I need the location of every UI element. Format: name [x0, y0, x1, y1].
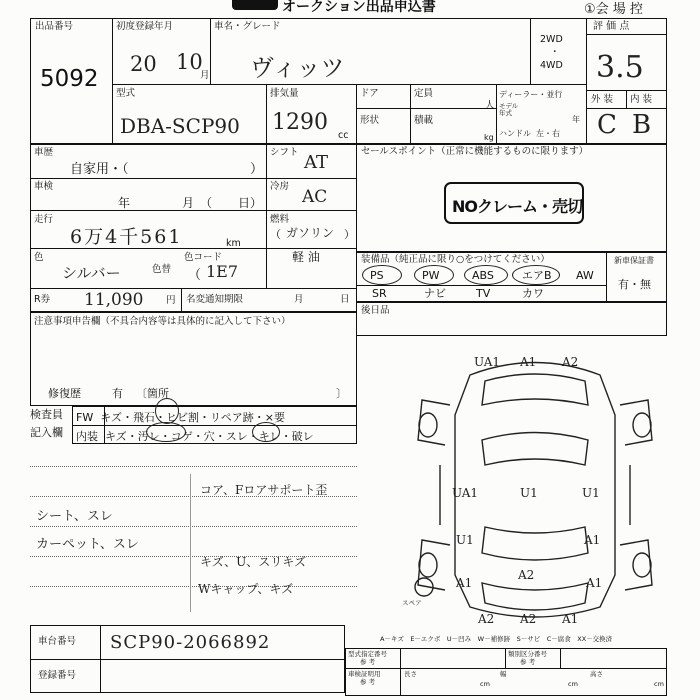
dealer-model-year: モデル 年式	[499, 102, 519, 117]
cert-sub: 参 考	[360, 678, 376, 686]
displacement-value: 1290	[272, 110, 328, 135]
mileage-label: 走行	[34, 214, 54, 225]
ins-interior: 内装	[76, 430, 98, 443]
selling-point-title: セールスポイント	[361, 146, 437, 157]
repair-close: 〕	[336, 387, 347, 400]
fuel-gasoline: ガソリン	[286, 226, 335, 240]
ins-scratch: キズ	[100, 411, 122, 424]
mark-center-u1: U1	[520, 486, 538, 500]
cert-width-cm: cm	[568, 680, 578, 688]
car-name-label: 車名・グレード	[214, 21, 281, 32]
registration-label: 登録番号	[38, 670, 77, 681]
evaluation-label: 評 価 点	[593, 21, 630, 32]
circle-chip	[155, 398, 179, 424]
mark-top-ua1: UA1	[474, 355, 501, 369]
usage-label: 車歴	[34, 147, 54, 158]
header-logo	[232, 0, 278, 10]
dealer-year-unit: 年	[572, 115, 580, 124]
handle-label: ハンドル	[499, 129, 531, 138]
lot-number: 5092	[40, 66, 99, 92]
selling-point-note: （正常に機能するものに限ります）	[436, 146, 589, 157]
model-value: DBA-SCP90	[120, 114, 240, 138]
model-label: 型式	[116, 88, 136, 99]
ins-cut: キレ	[258, 430, 281, 443]
repair-label: 修復歴	[48, 387, 81, 400]
color-label: 色	[34, 252, 44, 263]
fuel-label: 燃料	[270, 214, 290, 225]
note-wheel-cap: Wキャップ、キズ	[198, 582, 294, 596]
no-claim-stamp-text: NOクレーム・売切	[452, 197, 582, 216]
mark-trunk-a2: A2	[518, 568, 535, 582]
inspection-month: 月	[182, 196, 195, 210]
capacity-label: 定員	[414, 88, 434, 99]
eq-sr: SR	[372, 287, 387, 300]
inspection-label: 車検	[34, 181, 54, 192]
mark-rear-left-a1: A1	[456, 576, 473, 590]
ins-sep-8: ・	[214, 430, 226, 443]
ins-crack: ヒビ割	[166, 411, 199, 424]
exterior-label: 外 装	[591, 94, 614, 105]
ins-sep-2: ・	[155, 411, 166, 424]
header-title: オークション出品申込書	[282, 0, 436, 15]
name-change-label: 名変通知期限	[186, 294, 244, 305]
warranty-label: 新車保証書	[614, 256, 654, 265]
chassis-label: 車台番号	[38, 636, 77, 647]
mark-bumper-a1: A1	[562, 612, 579, 626]
eq-leather: カワ	[522, 287, 544, 300]
ins-sep-6: ・	[159, 430, 171, 443]
cert-length: 長さ	[404, 670, 417, 678]
cert-width: 幅	[500, 670, 507, 678]
notes-title: 注意事項申告欄	[34, 316, 101, 327]
ins-int-scratch: キズ	[105, 430, 127, 443]
mark-bumper-a2-2: A2	[520, 612, 537, 626]
usage-value: 自家用・（	[70, 162, 129, 177]
name-change-month: 月	[294, 294, 304, 305]
notes-label	[34, 316, 291, 327]
interior-grade: B	[632, 110, 652, 140]
color-code-label: 色コード	[184, 252, 223, 263]
circle-ps	[362, 265, 402, 285]
equipment-note: （純正品に限り○をつけてください）	[389, 254, 550, 265]
eq-tv: TV	[476, 287, 491, 300]
drive-4wd: 4WD	[540, 60, 563, 71]
ins-need: ×要	[264, 411, 285, 424]
shift-label: シフト	[270, 147, 299, 158]
note-core-support: コア、Fロアサポート歪	[200, 483, 328, 497]
handle-lr: 左・右	[536, 129, 560, 138]
equipment-title: 装備品	[361, 254, 390, 265]
circle-airbag	[512, 265, 560, 285]
mark-left-u1: U1	[456, 533, 474, 547]
car-name-value: ヴィッツ	[250, 54, 345, 82]
displacement-label: 排気量	[270, 88, 299, 99]
ac-label: 冷房	[270, 181, 290, 192]
note-carpet: カーペット、スレ	[36, 537, 139, 552]
fuel-open: （	[270, 228, 281, 241]
ins-sep-10: ・	[280, 430, 292, 443]
mark-right-u1: U1	[582, 486, 600, 500]
inspection-year: 年	[118, 196, 131, 210]
r-ticket-unit: 円	[166, 295, 176, 306]
eq-navi: ナビ	[424, 287, 446, 300]
displacement-unit: cc	[338, 130, 349, 141]
chassis-value: SCP90-2066892	[110, 632, 271, 653]
circle-pw	[414, 265, 454, 285]
color-value: シルバー	[62, 264, 121, 282]
first-reg-month: 10	[176, 50, 203, 74]
type-spec-label: 型式指定番号	[348, 650, 387, 658]
cert-length-cm: cm	[480, 680, 490, 688]
ins-chip: 飛石	[133, 411, 155, 424]
fuel-close: ）	[344, 228, 355, 241]
color-code-open: （	[188, 268, 202, 283]
name-change-day: 日	[340, 294, 350, 305]
ins-stain: 汚レ	[137, 430, 160, 443]
ins-sep-9: ・	[247, 430, 259, 443]
eq-aw: AW	[576, 269, 594, 282]
ins-sep-7: ・	[192, 430, 204, 443]
type-spec-sub: 参 考	[360, 658, 376, 666]
fuel-diesel: 軽 油	[292, 250, 320, 264]
ins-sep-3: ・	[199, 411, 210, 424]
eq-abs: ABS	[472, 269, 494, 282]
lot-label: 出品番号	[35, 21, 74, 32]
venue-copy-label: ①会 場 控	[584, 2, 643, 17]
load-label: 積載	[414, 115, 434, 126]
ins-sep-4: ・	[253, 411, 265, 424]
mileage-unit: km	[226, 238, 241, 249]
drive-2wd: 2WD	[540, 34, 563, 45]
first-reg-year: 20	[130, 52, 157, 76]
drive-dot: ・	[550, 47, 560, 58]
eq-airbag: エアB	[522, 269, 552, 282]
r-ticket-value: 11,090	[84, 290, 144, 310]
circle-abs	[464, 265, 508, 285]
ins-repair: リペア跡	[210, 411, 254, 424]
mark-rear-right-a1: A1	[586, 576, 603, 590]
circle-stain	[146, 422, 186, 442]
no-claim-stamp	[444, 182, 584, 224]
cert-height: 高さ	[590, 670, 603, 678]
cert-label: 車検証明用	[348, 670, 381, 678]
repair-open: 〔箇所	[136, 387, 169, 400]
mileage-value: 6万4千561	[70, 226, 183, 248]
first-reg-label: 初度登録年月	[116, 21, 174, 32]
ac-value: AC	[302, 187, 328, 207]
ins-tear: 破レ	[291, 430, 314, 443]
after-date-block	[356, 302, 667, 336]
note-seat: シート、スレ	[36, 509, 113, 524]
mark-top-a2: A2	[562, 355, 579, 369]
ins-hole: 穴	[203, 430, 215, 443]
ins-sep-1: ・	[122, 411, 133, 424]
ins-wear: スレ	[225, 430, 248, 443]
evaluation-score: 3.5	[596, 50, 644, 85]
first-reg-month-unit: 月	[200, 70, 210, 81]
class-spec-sub: 参 考	[520, 658, 536, 666]
door-label: ドア	[360, 88, 379, 99]
mark-bumper-a2-1: A2	[478, 612, 495, 626]
mark-left-ua1: UA1	[452, 486, 479, 500]
shift-value: AT	[304, 152, 329, 173]
warranty-value: 有・無	[618, 278, 651, 291]
capacity-unit: 人	[485, 100, 495, 111]
eq-ps: PS	[370, 269, 384, 282]
after-date-label: 後日品	[361, 305, 390, 316]
class-spec-label: 類別区分番号	[508, 650, 547, 658]
color-change-label: 色替	[152, 264, 172, 275]
load-unit: kg	[484, 133, 494, 142]
spare-label: スペア	[402, 599, 422, 607]
equipment-label	[361, 254, 550, 265]
circle-wear	[252, 422, 280, 442]
note-scratch-dent: キズ、U、スリキズ	[200, 555, 306, 569]
inspector-row-1	[76, 409, 285, 425]
inspector-label-2: 記入欄	[30, 426, 63, 439]
mark-right-a1: A1	[584, 533, 601, 547]
dealer-label: ディーラー・並行	[499, 90, 563, 99]
ins-burn: コゲ	[170, 430, 193, 443]
repair-value: 有	[112, 387, 123, 400]
r-ticket-label: R券	[34, 294, 51, 305]
mark-top-a1: A1	[520, 355, 537, 369]
damage-legend: A－キズ E－エクボ U－凹み W－補修跡 S－サビ C－腐食 XX－交換済	[380, 635, 613, 643]
color-code-value: 1E7	[206, 262, 239, 281]
inspector-label-1: 検査員	[30, 408, 63, 421]
shape-label: 形状	[360, 115, 380, 126]
ins-fw: FW	[76, 411, 94, 424]
exterior-grade: C	[597, 110, 617, 140]
interior-label: 内 装	[630, 94, 653, 105]
inspection-day-open: （	[200, 196, 213, 210]
selling-point-label	[361, 146, 588, 157]
notes-note: （不具合内容等は具体的に記入して下さい）	[100, 316, 291, 327]
cert-height-cm: cm	[654, 680, 664, 688]
eq-pw: PW	[422, 269, 440, 282]
usage-close: ）	[250, 162, 264, 177]
inspection-day: 日）	[238, 196, 263, 210]
ins-sep-5: ・	[126, 430, 138, 443]
